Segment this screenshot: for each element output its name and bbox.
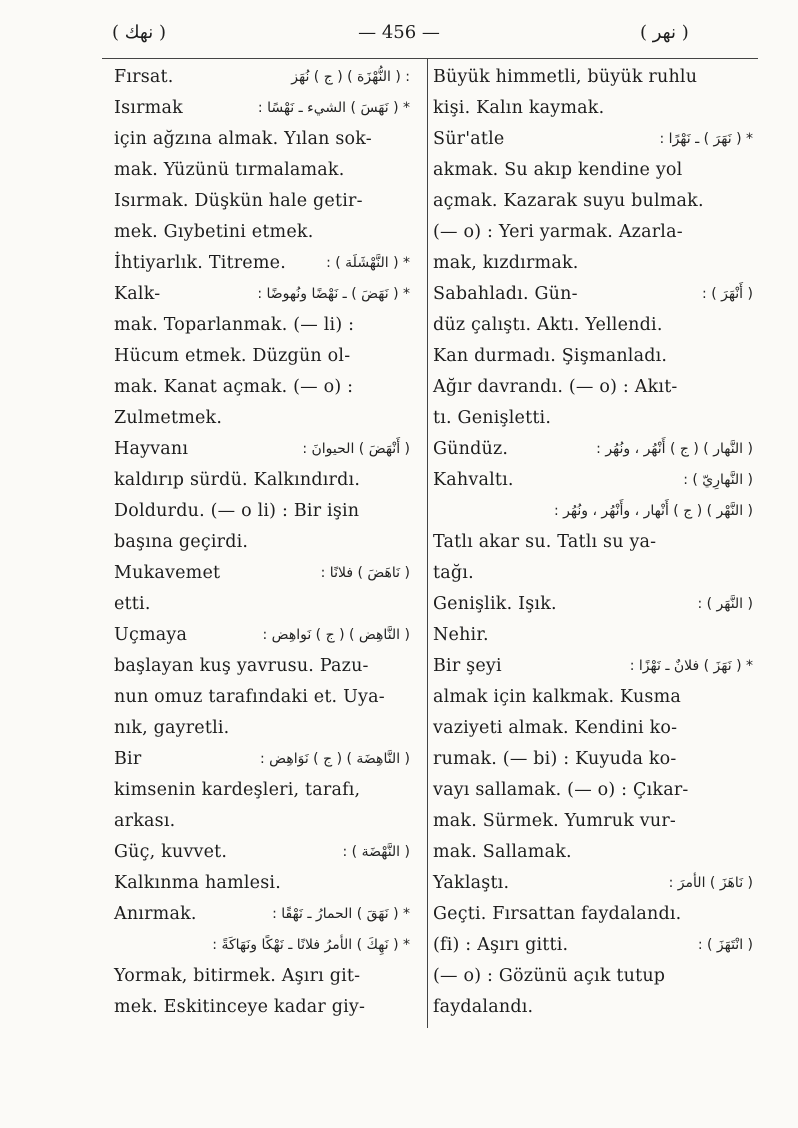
- turkish-text: vaziyeti almak. Kendini ko-: [433, 718, 678, 738]
- turkish-text: akmak. Su akıp kendine yol: [433, 160, 683, 180]
- column-divider: [427, 58, 428, 1028]
- turkish-text: İhtiyarlık. Titreme.: [114, 253, 286, 273]
- dictionary-line: [114, 496, 410, 527]
- dictionary-line: [433, 682, 753, 713]
- turkish-text: Gündüz.: [433, 439, 509, 459]
- dictionary-line: [433, 992, 753, 1023]
- dictionary-line: [114, 279, 410, 310]
- dictionary-line: [114, 899, 410, 930]
- turkish-text: faydalandı.: [433, 997, 534, 1017]
- turkish-text: kimsenin kardeşleri, tarafı,: [114, 780, 361, 800]
- dictionary-line: [433, 403, 753, 434]
- left-column: [114, 62, 410, 1023]
- turkish-text: açmak. Kazarak suyu bulmak.: [433, 191, 704, 211]
- arabic-headword: ( النَّهار ) ( ج ) أَنْهُر ، ونُهُر :: [596, 441, 753, 457]
- turkish-text: Zulmetmek.: [114, 408, 223, 428]
- arabic-headword: ( النَّهارِيّ ) :: [683, 472, 753, 488]
- dictionary-line: [114, 651, 410, 682]
- dictionary-line: [114, 372, 410, 403]
- turkish-text: arkası.: [114, 811, 176, 831]
- turkish-text: için ağzına almak. Yılan sok-: [114, 129, 372, 149]
- turkish-text: mak. Sallamak.: [433, 842, 572, 862]
- dictionary-line: [433, 837, 753, 868]
- dictionary-line: [433, 62, 753, 93]
- dictionary-line: [114, 744, 410, 775]
- turkish-text: Isırmak: [114, 98, 183, 118]
- dictionary-line: [433, 930, 753, 961]
- arabic-headword: * ( النَّهْشَلَة ) :: [326, 255, 410, 271]
- header-right-keyword: ( نهر ): [640, 22, 689, 43]
- arabic-headword: : ( النُّهْزَة ) ( ج ) نُهَز: [291, 69, 410, 85]
- arabic-headword: * ( نَهَضَ ) ـ نَهْضًا ونُهوضًا :: [257, 286, 410, 302]
- turkish-text: Ağır davrandı. (— o) : Akıt-: [433, 377, 678, 397]
- turkish-text: başına geçirdi.: [114, 532, 249, 552]
- dictionary-line: [114, 775, 410, 806]
- turkish-text: Bir: [114, 749, 142, 769]
- dictionary-line: [433, 775, 753, 806]
- dictionary-line: [433, 899, 753, 930]
- dictionary-line: [433, 620, 753, 651]
- turkish-text: Kalk-: [114, 284, 161, 304]
- dictionary-line: [114, 527, 410, 558]
- arabic-headword: ( النَّهْر ) ( ج ) أَنْهار ، وأَنْهُر ، ونُهُر :: [554, 503, 753, 519]
- turkish-text: Kahvaltı.: [433, 470, 514, 490]
- page-header: [0, 22, 798, 46]
- turkish-text: Fırsat.: [114, 67, 174, 87]
- dictionary-line: [433, 713, 753, 744]
- turkish-text: (— o) : Gözünü açık tutup: [433, 966, 666, 986]
- turkish-text: tağı.: [433, 563, 474, 583]
- turkish-text: mak. Kanat açmak. (— o) :: [114, 377, 354, 397]
- arabic-headword: * ( نَهِكَ ) الأمرُ فلانًا ـ نَهْكًا ونَهَاكَةً :: [212, 937, 410, 953]
- dictionary-line: [114, 992, 410, 1023]
- turkish-text: Sabahladı. Gün-: [433, 284, 578, 304]
- dictionary-line: [114, 620, 410, 651]
- turkish-text: tı. Genişletti.: [433, 408, 552, 428]
- dictionary-line: [433, 589, 753, 620]
- dictionary-line: [433, 465, 753, 496]
- arabic-headword: * ( نَهَزَ ) فلانٌ ـ نَهْزًا :: [629, 658, 753, 674]
- arabic-headword: ( انْتَهَزَ ) :: [697, 937, 753, 953]
- dictionary-line: [433, 744, 753, 775]
- turkish-text: Kalkınma hamlesi.: [114, 873, 281, 893]
- turkish-text: Genişlik. Işık.: [433, 594, 557, 614]
- dictionary-line: [433, 341, 753, 372]
- dictionary-line: [114, 62, 410, 93]
- dictionary-line: [114, 589, 410, 620]
- turkish-text: mak. Yüzünü tırmalamak.: [114, 160, 345, 180]
- arabic-headword: ( النَّاهِض ) ( ج ) نَواهِض :: [262, 627, 410, 643]
- turkish-text: mak. Toparlanmak. (— li) :: [114, 315, 355, 335]
- turkish-text: almak için kalkmak. Kusma: [433, 687, 682, 707]
- turkish-text: Mukavemet: [114, 563, 221, 583]
- dictionary-line: [114, 93, 410, 124]
- turkish-text: vayı sallamak. (— o) : Çıkar-: [433, 780, 689, 800]
- turkish-text: Yormak, bitirmek. Aşırı git-: [114, 966, 361, 986]
- dictionary-line: [114, 682, 410, 713]
- dictionary-line: [114, 868, 410, 899]
- dictionary-line: [433, 868, 753, 899]
- dictionary-line: [114, 124, 410, 155]
- turkish-text: Geçti. Fırsattan faydalandı.: [433, 904, 682, 924]
- dictionary-line: [114, 713, 410, 744]
- arabic-headword: ( النَّهَر ) :: [697, 596, 753, 612]
- turkish-text: etti.: [114, 594, 151, 614]
- turkish-text: Güç, kuvvet.: [114, 842, 228, 862]
- arabic-headword: * ( نَهَسَ ) الشيء ـ نَهْسًا :: [257, 100, 410, 116]
- turkish-text: başlayan kuş yavrusu. Pazu-: [114, 656, 369, 676]
- dictionary-line: [114, 434, 410, 465]
- dictionary-line: [114, 465, 410, 496]
- turkish-text: Hayvanı: [114, 439, 189, 459]
- arabic-headword: * ( نَهَرَ ) ـ نَهْرًا :: [659, 131, 753, 147]
- dictionary-line: [433, 186, 753, 217]
- turkish-text: kişi. Kalın kaymak.: [433, 98, 605, 118]
- dictionary-line: [433, 124, 753, 155]
- turkish-text: Büyük himmetli, büyük ruhlu: [433, 67, 698, 87]
- dictionary-line: [114, 310, 410, 341]
- turkish-text: (fi) : Aşırı gitti.: [433, 935, 569, 955]
- turkish-text: mek. Gıybetini etmek.: [114, 222, 314, 242]
- dictionary-line: [433, 434, 753, 465]
- dictionary-line: [433, 248, 753, 279]
- turkish-text: kaldırıp sürdü. Kalkındırdı.: [114, 470, 361, 490]
- dictionary-line: [433, 961, 753, 992]
- turkish-text: mek. Eskitinceye kadar giy-: [114, 997, 366, 1017]
- arabic-headword: ( أَنْهَضَ ) الحيوانَ :: [302, 441, 410, 457]
- turkish-text: Tatlı akar su. Tatlı su ya-: [433, 532, 657, 552]
- arabic-headword: ( أَنْهَرَ ) :: [702, 286, 753, 302]
- dictionary-line: [433, 527, 753, 558]
- turkish-text: nık, gayretli.: [114, 718, 230, 738]
- dictionary-line: [114, 806, 410, 837]
- dictionary-line: [433, 806, 753, 837]
- dictionary-line: [114, 961, 410, 992]
- turkish-text: mak. Sürmek. Yumruk vur-: [433, 811, 676, 831]
- dictionary-line: [433, 496, 753, 527]
- turkish-text: Sür'atle: [433, 129, 505, 149]
- page-number: — 456 —: [358, 22, 440, 43]
- dictionary-line: [433, 217, 753, 248]
- arabic-headword: ( نَاهَزَ ) الأمرَ :: [668, 875, 753, 891]
- dictionary-line: [433, 279, 753, 310]
- turkish-text: Isırmak. Düşkün hale getir-: [114, 191, 363, 211]
- arabic-headword: ( النَّهْضَة ) :: [342, 844, 410, 860]
- dictionary-line: [433, 651, 753, 682]
- turkish-text: rumak. (— bi) : Kuyuda ko-: [433, 749, 677, 769]
- turkish-text: Bir şeyi: [433, 656, 502, 676]
- arabic-headword: ( نَاهَضَ ) فلانًا :: [320, 565, 410, 581]
- turkish-text: (— o) : Yeri yarmak. Azarla-: [433, 222, 683, 242]
- dictionary-line: [433, 372, 753, 403]
- dictionary-line: [433, 155, 753, 186]
- right-column: [433, 62, 753, 1023]
- turkish-text: Hücum etmek. Düzgün ol-: [114, 346, 351, 366]
- turkish-text: Doldurdu. (— o li) : Bir işin: [114, 501, 360, 521]
- header-left-keyword: ( نهك ): [112, 22, 166, 43]
- turkish-text: Yaklaştı.: [433, 873, 510, 893]
- dictionary-line: [114, 155, 410, 186]
- dictionary-line: [114, 248, 410, 279]
- turkish-text: Anırmak.: [114, 904, 197, 924]
- dictionary-line: [433, 93, 753, 124]
- dictionary-line: [433, 558, 753, 589]
- turkish-text: Nehir.: [433, 625, 489, 645]
- dictionary-line: [114, 403, 410, 434]
- turkish-text: Uçmaya: [114, 625, 188, 645]
- dictionary-line: [114, 558, 410, 589]
- turkish-text: Kan durmadı. Şişmanladı.: [433, 346, 668, 366]
- turkish-text: mak, kızdırmak.: [433, 253, 579, 273]
- dictionary-line: [114, 930, 410, 961]
- dictionary-line: [114, 837, 410, 868]
- dictionary-line: [433, 310, 753, 341]
- arabic-headword: * ( نَهَقَ ) الحمارُ ـ نَهْقًا :: [272, 906, 410, 922]
- arabic-headword: ( النَّاهِضَة ) ( ج ) نَوَاهِض :: [260, 751, 410, 767]
- dictionary-line: [114, 186, 410, 217]
- turkish-text: nun omuz tarafındaki et. Uya-: [114, 687, 385, 707]
- dictionary-line: [114, 341, 410, 372]
- dictionary-line: [114, 217, 410, 248]
- header-rule: [102, 58, 758, 59]
- turkish-text: düz çalıştı. Aktı. Yellendi.: [433, 315, 663, 335]
